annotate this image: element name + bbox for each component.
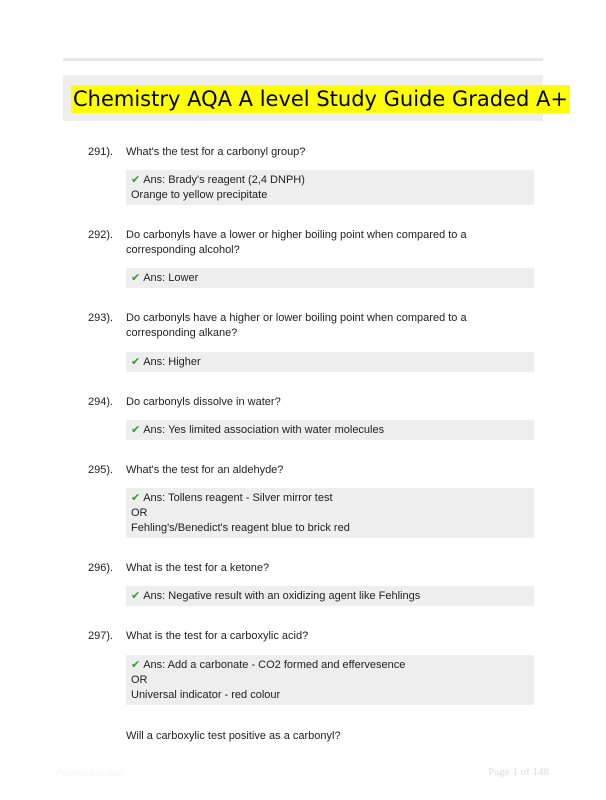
question-number: 295). (88, 464, 114, 476)
check-icon: ✔ (131, 423, 141, 436)
answer-line: Orange to yellow precipitate (131, 189, 268, 201)
question-number: 296). (88, 562, 114, 574)
answer-line: Fehling's/Benedict's reagent blue to brick red (131, 522, 350, 534)
answer-box (126, 655, 534, 705)
question-text: What's the test for an aldehyde? (126, 464, 284, 476)
answer-text: Ans: Tollens reagent - Silver mirror test (143, 492, 333, 504)
check-icon: ✔ (131, 173, 141, 186)
answer-box (126, 352, 534, 372)
page-title: Chemistry AQA A level Study Guide Graded A+ (73, 87, 568, 111)
answer-text: Ans: Add a carbonate - CO2 formed and effervesence (143, 659, 406, 671)
answer-line (131, 422, 529, 438)
question-text: What's the test for a carbonyl group? (126, 146, 306, 158)
answer-box (126, 170, 534, 205)
answer-line (131, 354, 529, 370)
footer-watermark: PaperNotes.com (56, 768, 124, 778)
top-divider (63, 58, 543, 61)
title-band (63, 75, 568, 121)
question-number: 297). (88, 630, 114, 642)
answer-line (131, 490, 529, 506)
answer-text: Ans: Higher (143, 356, 201, 368)
check-icon: ✔ (131, 589, 141, 602)
page-number: Page 1 of 148 (488, 766, 549, 778)
answer-box (126, 268, 534, 288)
question-number: 293). (88, 312, 114, 324)
question-text: Do carbonyls have a lower or higher boiling point when compared to a corresponding alcohol? (126, 229, 467, 256)
question-number: 292). (88, 229, 114, 241)
question-text: Do carbonyls dissolve in water? (126, 396, 281, 408)
answer-line (131, 172, 529, 188)
answer-line: OR (131, 674, 148, 686)
answer-line (131, 588, 529, 604)
trailing-question: Will a carboxylic test positive as a carbonyl? (126, 730, 341, 742)
answer-line (131, 270, 529, 286)
answer-text: Ans: Brady's reagent (2,4 DNPH) (143, 174, 305, 186)
answer-box (126, 420, 534, 440)
question-text: What is the test for a ketone? (126, 562, 270, 574)
question-number: 291). (88, 146, 114, 158)
question-number: 294). (88, 396, 114, 408)
answer-text: Ans: Yes limited association with water molecules (143, 424, 385, 436)
check-icon: ✔ (131, 491, 141, 504)
question-text: What is the test for a carboxylic acid? (126, 630, 309, 642)
answer-line: Universal indicator - red colour (131, 689, 281, 701)
question-text: Do carbonyls have a higher or lower boiling point when compared to a corresponding alkane? (126, 312, 467, 339)
answer-box (126, 488, 534, 538)
answer-text: Ans: Lower (143, 272, 199, 284)
answer-box (126, 586, 534, 606)
answer-line (131, 657, 529, 673)
answer-line: OR (131, 507, 148, 519)
check-icon: ✔ (131, 271, 141, 284)
check-icon: ✔ (131, 658, 141, 671)
check-icon: ✔ (131, 355, 141, 368)
answer-text: Ans: Negative result with an oxidizing agent like Fehlings (143, 590, 421, 602)
